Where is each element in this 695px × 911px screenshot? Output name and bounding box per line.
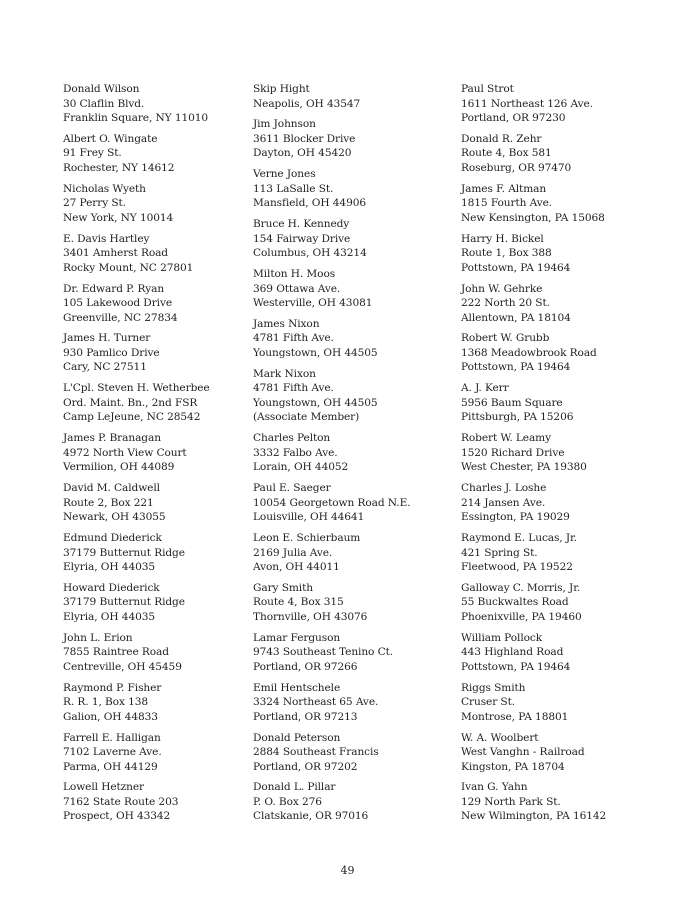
entry-address-line: 4972 North View Court (63, 446, 187, 459)
address-entry (461, 431, 661, 475)
entry-name: James Nixon (253, 317, 320, 330)
entry-name: Robert W. Grubb (461, 332, 550, 345)
entry-name: E. Davis Hartley (63, 232, 150, 245)
entry-address-line: 2169 Julia Ave. (253, 546, 333, 559)
entry-address-line: 7855 Raintree Road (63, 646, 169, 659)
entry-address-line: 154 Fairway Drive (253, 232, 351, 245)
address-entry (461, 82, 661, 126)
entry-address-line: Rocky Mount, NC 27801 (63, 261, 194, 274)
address-entry (253, 117, 453, 161)
entry-address-line: 55 Buckwaltes Road (461, 596, 569, 609)
entry-name: Galloway C. Morris, Jr. (461, 581, 581, 594)
entry-name: Raymond P. Fisher (63, 681, 162, 694)
entry-address-line: Avon, OH 44011 (253, 561, 340, 574)
entry-address-line: Route 4, Box 581 (461, 147, 552, 160)
entry-address-line: 2884 Southeast Francis (253, 746, 379, 759)
entry-address-line: Centreville, OH 45459 (63, 660, 182, 673)
entry-address-line: Louisville, OH 44641 (253, 511, 365, 524)
entry-address-line: Roseburg, OR 97470 (461, 161, 572, 174)
entry-name: John W. Gehrke (461, 282, 543, 295)
entry-address-line: Pittsburgh, PA 15206 (461, 411, 574, 424)
address-entry (461, 780, 661, 824)
address-entry (63, 282, 248, 326)
address-entry (63, 531, 248, 575)
entry-address-line: 105 Lakewood Drive (63, 297, 173, 310)
entry-note: (Associate Member) (253, 411, 360, 424)
entry-address-line: Portland, OR 97213 (253, 710, 358, 723)
address-entry (461, 182, 661, 226)
entry-address-line: 421 Spring St. (461, 546, 538, 559)
entry-address-line: Cary, NC 27511 (63, 361, 147, 374)
entry-name: Mark Nixon (253, 367, 316, 380)
address-entry (63, 731, 248, 775)
address-entry (63, 381, 248, 425)
entry-address-line: Pottstown, PA 19464 (461, 660, 571, 673)
entry-address-line: Phoenixville, PA 19460 (461, 610, 582, 623)
entry-address-line: Cruser St. (461, 696, 516, 709)
entry-name: David M. Caldwell (63, 482, 160, 495)
entry-name: Charles Pelton (253, 432, 331, 445)
entry-address-line: Montrose, PA 18801 (461, 710, 569, 723)
entry-name: Emil Hentschele (253, 681, 341, 694)
entry-address-line: Thornville, OH 43076 (253, 610, 368, 623)
entry-name: Verne Jones (253, 168, 316, 181)
entry-address-line: Parma, OH 44129 (63, 760, 158, 773)
entry-address-line: 5956 Baum Square (461, 396, 563, 409)
directory-column-left (63, 82, 248, 824)
entry-name: Milton H. Moos (253, 268, 336, 281)
entry-address-line: 129 North Park St. (461, 795, 561, 808)
entry-address-line: Portland, OR 97266 (253, 660, 358, 673)
entry-name: James H. Turner (63, 332, 151, 345)
address-entry (461, 631, 661, 675)
entry-name: Leon E. Schierbaum (253, 532, 361, 545)
address-entry (63, 232, 248, 276)
entry-address-line: Camp LeJeune, NC 28542 (63, 411, 201, 424)
entry-address-line: 91 Frey St. (63, 147, 122, 160)
entry-name: William Pollock (461, 631, 543, 644)
entry-name: James P. Branagan (63, 432, 161, 445)
entry-name: Dr. Edward P. Ryan (63, 282, 165, 295)
entry-name: L'Cpl. Steven H. Wetherbee (63, 382, 210, 395)
entry-name: Donald Peterson (253, 731, 341, 744)
address-entry (253, 82, 453, 111)
entry-address-line: Youngstown, OH 44505 (253, 396, 378, 409)
entry-address-line: Columbus, OH 43214 (253, 247, 367, 260)
address-entry (461, 282, 661, 326)
entry-name: Albert O. Wingate (63, 132, 158, 145)
address-entry (63, 331, 248, 375)
entry-address-line: 30 Claflin Blvd. (63, 97, 145, 110)
entry-address-line: Westerville, OH 43081 (253, 297, 373, 310)
entry-address-line: Youngstown, OH 44505 (253, 346, 378, 359)
address-entry (253, 780, 453, 824)
entry-name: W. A. Woolbert (461, 731, 539, 744)
entry-name: Ivan G. Yahn (461, 781, 528, 794)
entry-name: Edmund Diederick (63, 532, 162, 545)
entry-name: John L. Erion (63, 631, 133, 644)
entry-address-line: P. O. Box 276 (253, 795, 322, 808)
address-entry (461, 531, 661, 575)
entry-address-line: Pottstown, PA 19464 (461, 361, 571, 374)
entry-address-line: Vermilion, OH 44089 (63, 461, 175, 474)
address-entry (461, 381, 661, 425)
address-entry (461, 581, 661, 625)
entry-address-line: New York, NY 10014 (63, 211, 174, 224)
entry-address-line: 1815 Fourth Ave. (461, 197, 553, 210)
entry-address-line: Portland, OR 97202 (253, 760, 358, 773)
entry-address-line: 1520 Richard Drive (461, 446, 565, 459)
address-entry (253, 217, 453, 261)
entry-address-line: 3324 Northeast 65 Ave. (253, 696, 379, 709)
entry-address-line: 214 Jansen Ave. (461, 496, 546, 509)
entry-address-line: 930 Pamlico Drive (63, 346, 160, 359)
entry-name: Bruce H. Kennedy (253, 218, 350, 231)
entry-address-line: 27 Perry St. (63, 197, 126, 210)
address-entry (253, 431, 453, 475)
page-number: 49 (340, 864, 355, 877)
directory-column-right (461, 82, 661, 824)
entry-address-line: 37179 Butternut Ridge (63, 596, 185, 609)
entry-address-line: Route 4, Box 315 (253, 596, 344, 609)
entry-name: Howard Diederick (63, 581, 160, 594)
entry-address-line: Mansfield, OH 44906 (253, 197, 366, 210)
entry-name: Harry H. Bickel (461, 232, 544, 245)
entry-name: Paul E. Saeger (253, 482, 331, 495)
address-entry (461, 132, 661, 176)
entry-address-line: 4781 Fifth Ave. (253, 382, 334, 395)
entry-address-line: Elyria, OH 44035 (63, 561, 156, 574)
entry-name: Donald Wilson (63, 83, 140, 95)
entry-address-line: Lorain, OH 44052 (253, 461, 349, 474)
entry-name: Skip Hight (253, 83, 310, 95)
address-entry (63, 431, 248, 475)
entry-address-line: 369 Ottawa Ave. (253, 282, 341, 295)
entry-address-line: Galion, OH 44833 (63, 710, 158, 723)
address-entry (253, 681, 453, 725)
address-entry (253, 581, 453, 625)
entry-address-line: 37179 Butternut Ridge (63, 546, 185, 559)
entry-address-line: 1368 Meadowbrook Road (461, 346, 597, 359)
entry-address-line: Ord. Maint. Bn., 2nd FSR (63, 396, 198, 409)
entry-address-line: Allentown, PA 18104 (461, 311, 571, 324)
entry-address-line: Essington, PA 19029 (461, 511, 570, 524)
address-entry (253, 531, 453, 575)
entry-address-line: New Wilmington, PA 16142 (461, 810, 607, 823)
address-entry (63, 681, 248, 725)
entry-address-line: Elyria, OH 44035 (63, 610, 156, 623)
entry-name: Lowell Hetzner (63, 781, 144, 794)
directory-column-middle (253, 82, 453, 824)
entry-address-line: Kingston, PA 18704 (461, 760, 565, 773)
entry-address-line: 3611 Blocker Drive (253, 132, 356, 145)
entry-address-line: Clatskanie, OR 97016 (253, 810, 369, 823)
address-entry (461, 331, 661, 375)
address-entry (63, 182, 248, 226)
entry-address-line: 10054 Georgetown Road N.E. (253, 496, 411, 509)
entry-address-line: West Chester, PA 19380 (461, 461, 587, 474)
entry-address-line: Route 1, Box 388 (461, 247, 552, 260)
entry-name: Farrell E. Halligan (63, 731, 161, 744)
entry-address-line: 4781 Fifth Ave. (253, 332, 334, 345)
entry-address-line: 113 LaSalle St. (253, 182, 334, 195)
entry-address-line: New Kensington, PA 15068 (461, 211, 605, 224)
entry-address-line: 443 Highland Road (461, 646, 564, 659)
entry-name: Paul Strot (461, 83, 514, 95)
entry-address-line: 3401 Amherst Road (63, 247, 168, 260)
entry-name: James F. Altman (461, 182, 547, 195)
entry-name: Gary Smith (253, 581, 313, 594)
entry-name: Raymond E. Lucas, Jr. (461, 532, 578, 545)
address-entry (253, 731, 453, 775)
entry-address-line: Dayton, OH 45420 (253, 147, 352, 160)
address-entry (253, 631, 453, 675)
entry-name: Nicholas Wyeth (63, 182, 146, 195)
address-entry (63, 82, 248, 126)
entry-name: Charles J. Loshe (461, 482, 547, 495)
entry-address-line: West Vanghn - Railroad (461, 746, 585, 759)
entry-address-line: Prospect, OH 43342 (63, 810, 171, 823)
entry-address-line: 222 North 20 St. (461, 297, 550, 310)
address-entry (253, 367, 453, 425)
entry-name: Donald R. Zehr (461, 132, 542, 145)
entry-address-line: Fleetwood, PA 19522 (461, 561, 573, 574)
address-entry (253, 481, 453, 525)
address-entry (253, 267, 453, 311)
entry-address-line: R. R. 1, Box 138 (63, 696, 149, 709)
entry-address-line: Route 2, Box 221 (63, 496, 154, 509)
entry-address-line: 7162 State Route 203 (63, 795, 179, 808)
address-entry (253, 317, 453, 361)
entry-name: Robert W. Leamy (461, 432, 552, 445)
entry-address-line: 7102 Laverne Ave. (63, 746, 162, 759)
entry-address-line: Greenville, NC 27834 (63, 311, 178, 324)
entry-address-line: Rochester, NY 14612 (63, 161, 175, 174)
entry-name: Lamar Ferguson (253, 631, 341, 644)
entry-address-line: 3332 Falbo Ave. (253, 446, 338, 459)
entry-name: Riggs Smith (461, 681, 526, 694)
address-entry (63, 780, 248, 824)
entry-address-line: 1611 Northeast 126 Ave. (461, 97, 593, 110)
entry-address-line: Franklin Square, NY 11010 (63, 112, 209, 124)
address-entry (461, 232, 661, 276)
address-entry (461, 481, 661, 525)
address-entry (63, 481, 248, 525)
entry-name: A. J. Kerr (461, 382, 509, 395)
entry-address-line: Neapolis, OH 43547 (253, 97, 361, 110)
entry-address-line: Portland, OR 97230 (461, 112, 566, 124)
address-entry (63, 581, 248, 625)
entry-address-line: Pottstown, PA 19464 (461, 261, 571, 274)
address-entry (461, 731, 661, 775)
entry-name: Donald L. Pillar (253, 781, 336, 794)
address-entry (253, 167, 453, 211)
address-entry (461, 681, 661, 725)
address-entry (63, 132, 248, 176)
entry-address-line: Newark, OH 43055 (63, 511, 166, 524)
entry-name: Jim Johnson (253, 118, 316, 131)
entry-address-line: 9743 Southeast Tenino Ct. (253, 646, 394, 659)
address-entry (63, 631, 248, 675)
